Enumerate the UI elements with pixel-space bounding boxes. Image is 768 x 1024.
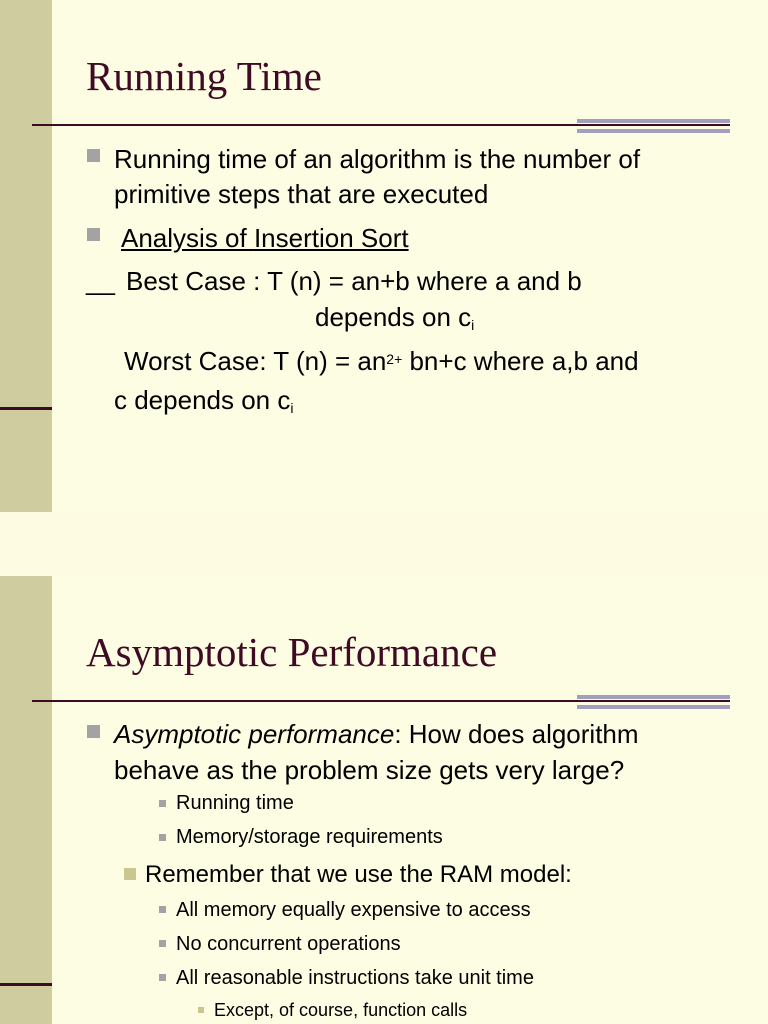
title-rule-band-bottom — [577, 705, 730, 709]
bullet-text: Running time of an algorithm is the number of — [114, 144, 641, 174]
sub-bullet-text: Memory/storage requirements — [176, 826, 443, 848]
bullet-square-icon — [87, 725, 100, 738]
title-rule-band-top — [577, 695, 730, 699]
bullet-square-icon — [87, 149, 100, 162]
best-case-subscript: i — [471, 317, 475, 333]
asymptotic-term: Asymptotic performance — [114, 719, 395, 749]
sub-bullet-text: No concurrent operations — [176, 933, 401, 955]
slide-title: Asymptotic Performance — [86, 629, 498, 675]
best-case-depends: depends on c — [315, 302, 472, 332]
worst-case-text-continued — [114, 387, 293, 415]
sub-bullet-icon — [159, 800, 166, 807]
worst-case-formula-rest: bn+c where a,b and — [402, 346, 639, 376]
sub-bullet-icon — [159, 974, 166, 981]
slide-sidebar — [0, 576, 52, 1024]
worst-case-subscript: i — [290, 400, 294, 416]
title-rule-band-bottom — [577, 129, 730, 133]
underscore-mark: __ — [86, 266, 115, 296]
sidebar-accent-line — [0, 407, 52, 410]
worst-case-depends: c depends on c — [114, 385, 291, 415]
title-rule-band-top — [577, 119, 730, 123]
worst-case-text — [124, 348, 639, 374]
best-case-text-continued — [315, 304, 474, 332]
sub-bullet-text: All reasonable instructions take unit time — [176, 967, 534, 989]
bullet-text-continued: behave as the problem size gets very large? — [114, 755, 625, 785]
title-rule — [32, 124, 730, 126]
bullet-text — [114, 721, 639, 747]
sub-sub-bullet-text: Except, of course, function calls — [214, 1000, 468, 1020]
worst-case-formula: Worst Case: T (n) = an — [124, 346, 387, 376]
bullet-square-icon — [124, 868, 136, 880]
bullet-text-continued: primitive steps that are executed — [114, 179, 489, 209]
sub-bullet-icon — [159, 834, 166, 841]
slide-title: Running Time — [86, 53, 322, 99]
sub-sub-bullet-icon — [198, 1007, 204, 1013]
worst-case-superscript: 2+ — [386, 351, 403, 367]
title-rule — [32, 700, 730, 702]
insertion-sort-label: Insertion Sort — [253, 223, 409, 253]
slide-sidebar — [0, 0, 52, 512]
slide-asymptotic-performance — [0, 576, 768, 1024]
sub-bullet-text: Running time — [176, 792, 294, 814]
sub-bullet-icon — [159, 940, 166, 947]
best-case-text: Best Case : T (n) = an+b where a and b — [126, 266, 582, 296]
bullet-text: Remember that we use the RAM model: — [145, 861, 572, 888]
analysis-heading — [121, 225, 409, 251]
asymptotic-question: : How does algorithm — [394, 719, 639, 749]
bullet-square-icon — [87, 228, 100, 241]
sub-bullet-icon — [159, 906, 166, 913]
sidebar-accent-line — [0, 983, 52, 986]
analysis-label: Analysis of — [121, 223, 254, 253]
sub-bullet-text: All memory equally expensive to access — [176, 899, 531, 921]
